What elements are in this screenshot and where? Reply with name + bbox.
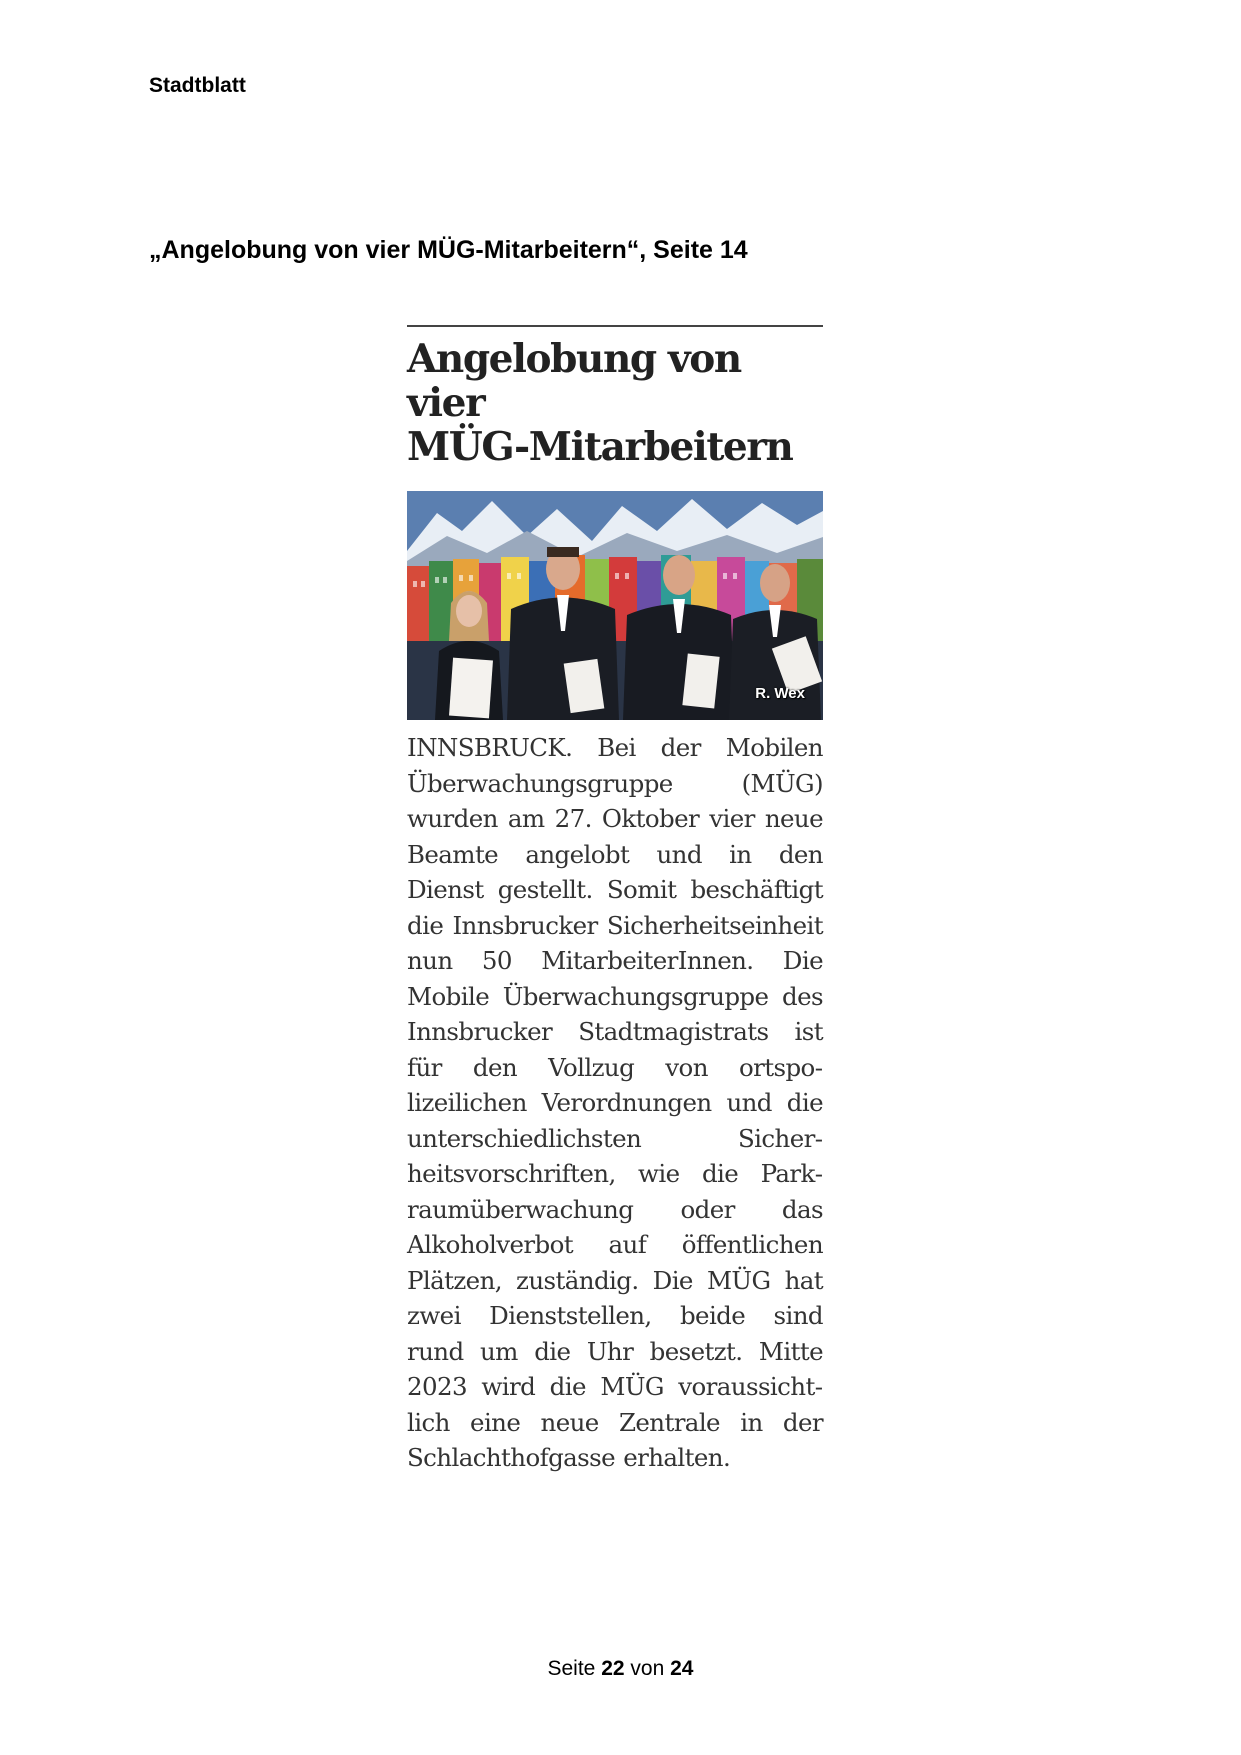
article-photo [407, 491, 823, 720]
page-footer [0, 1657, 1241, 1681]
publication-name: Stadtblatt [149, 74, 246, 97]
article-title-line-1: Angelobung von vier [407, 336, 741, 426]
article-title [407, 337, 823, 469]
total-page-count: 24 [670, 1657, 694, 1680]
footer-separator: von [630, 1657, 665, 1680]
document-heading: „Angelobung von vier MÜG-Mitarbeitern“, Seite 14 [149, 236, 748, 264]
photo-credit: R. Wex [755, 685, 805, 702]
clipping-top-rule [407, 325, 823, 327]
article-title-line-2: MÜG-Mitarbeitern [407, 424, 793, 470]
newspaper-clipping [407, 325, 823, 1476]
article-body: INNSBRUCK. Bei der Mobilen Überwachungsgruppe (MÜG) wurden am 27. Oktober vier neue Beamte angelobt und in den Dienst gestellt. Somit beschäftigt die Innsbrucker Sicherheitseinheit nun 50 MitarbeiterInnen. Die Mobile Überwachungsgruppe des Innsbrucker Stadtmagistrats ist für den Vollzug von ortspolizeilichen Verordnungen und die unterschiedlichsten Sicherheitsvorschriften, wie die Parkraumüberwachung oder das Alkoholverbot auf öffentlichen Plätzen, zuständig. Die MÜG hat zwei Dienststellen, beide sind rund um die Uhr besetzt. Mitte 2023 wird die MÜG voraussichtlich eine neue Zentrale in der Schlachthofgasse erhalten. [407, 733, 823, 1472]
current-page-number: 22 [601, 1657, 625, 1680]
footer-prefix: Seite [547, 1657, 596, 1680]
